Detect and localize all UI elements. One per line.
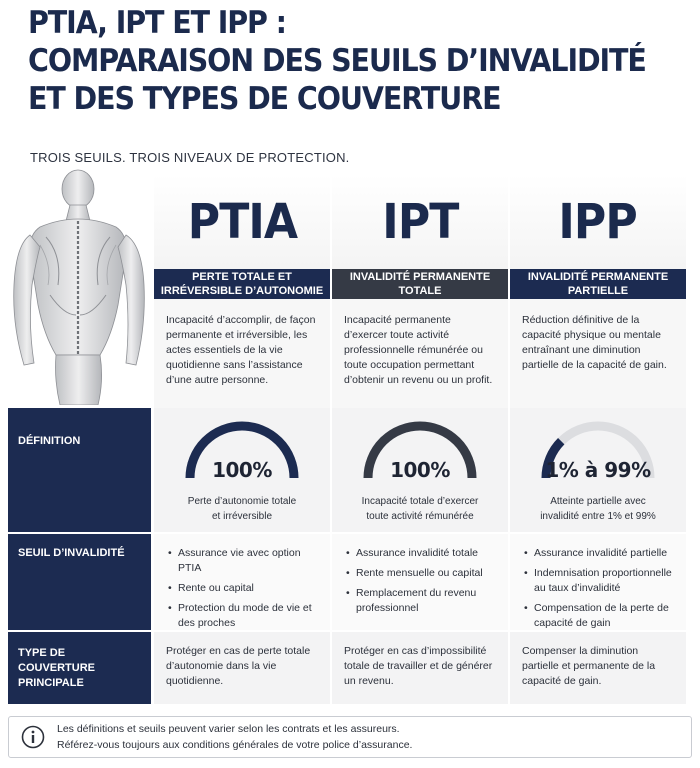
info-icon [21, 725, 45, 749]
title-line-1: PTIA, IPT ET IPP : [28, 5, 286, 41]
column-abbr: PTIA [187, 193, 297, 250]
row-label-threshold: SEUIL D’INVALIDITÉ [8, 534, 151, 630]
list-item: • Assurance invalidité totale [346, 546, 502, 561]
threshold-cell-ipt [332, 534, 508, 630]
column-description: Incapacité d’accomplir, de façon permanente et irréversible, les actes essentiels de la vie quotidienne sans l’assistance d’une autre personne. [166, 314, 316, 386]
list-item: • Rente ou capital [168, 581, 324, 596]
column-description: Réduction définitive de la capacité physique ou mentale entraînant une diminution partielle de la capacité de gain. [522, 314, 667, 371]
column-ipt [332, 174, 508, 410]
gauge-value: 100% [390, 458, 450, 482]
row-label-definition: DÉFINITION [8, 408, 151, 532]
column-abbr: IPT [381, 193, 459, 250]
column-band: INVALIDITÉ PERMANENTE TOTALE [332, 269, 508, 299]
coverage-cell-ipt [332, 632, 508, 704]
note-line-2: Référez-vous toujours aux conditions générales de votre police d’assurance. [57, 739, 413, 751]
gauge-value: 100% [212, 458, 272, 482]
list-item: • Protection du mode de vie et des proches [168, 601, 324, 631]
row-label-coverage: TYPE DE COUVERTURE PRINCIPALE [8, 632, 151, 704]
list-item: • Remplacement du revenu professionnel [346, 586, 502, 616]
coverage-cell-ptia [154, 632, 330, 704]
title-line-2: COMPARAISON DES SEUILS D’INVALIDITÉ [28, 43, 646, 79]
anatomy-figure-icon [0, 165, 160, 405]
coverage-text: Protéger en cas d’impossibilité totale de travailler et de générer un revenu. [344, 645, 493, 687]
coverage-text: Protéger en cas de perte totale d’autonomie dans la vie quotidienne. [166, 645, 311, 687]
gauge-caption: Atteinte partielle avec invalidité entre 1% et 99% [540, 496, 656, 522]
disclaimer-note [8, 716, 692, 758]
list-item: • Rente mensuelle ou capital [346, 566, 502, 581]
gauge-cell-ipp [510, 408, 686, 532]
gauge-value: 1% à 99% [545, 458, 651, 482]
column-band: INVALIDITÉ PERMANENTE PARTIELLE [510, 269, 686, 299]
note-line-1: Les définitions et seuils peuvent varier selon les contrats et les assureurs. [57, 723, 400, 735]
column-ptia [154, 174, 330, 410]
column-ipp [510, 174, 686, 410]
subtitle: TROIS SEUILS. TROIS NIVEAUX DE PROTECTION. [30, 150, 350, 165]
page-title [28, 4, 646, 118]
column-band: PERTE TOTALE ET IRRÉVERSIBLE D’AUTONOMIE [154, 269, 330, 299]
list-item: • Assurance vie avec option PTIA [168, 546, 324, 576]
gauge-cell-ptia [154, 408, 330, 532]
list-item: • Compensation de la perte de capacité de gain [524, 601, 680, 631]
coverage-text: Compenser la diminution partielle et permanente de la capacité de gain. [522, 645, 656, 687]
list-item: • Indemnisation proportionnelle au taux d’invalidité [524, 566, 680, 596]
list-item: • Assurance invalidité partielle [524, 546, 680, 561]
column-abbr: IPP [558, 193, 638, 250]
gauge-caption: Perte d’autonomie totale et irréversible [187, 496, 297, 522]
column-description: Incapacité permanente d’exercer toute activité professionnelle rémunérée ou toute occupation permettant d’obtenir un revenu ou un profit. [344, 314, 493, 386]
coverage-cell-ipp [510, 632, 686, 704]
gauge-cell-ipt [332, 408, 508, 532]
threshold-cell-ipp [510, 534, 686, 630]
threshold-cell-ptia [154, 534, 330, 630]
title-line-3: ET DES TYPES DE COUVERTURE [28, 81, 501, 117]
gauge-caption: Incapacité totale d’exercer toute activité rémunérée [361, 496, 479, 522]
